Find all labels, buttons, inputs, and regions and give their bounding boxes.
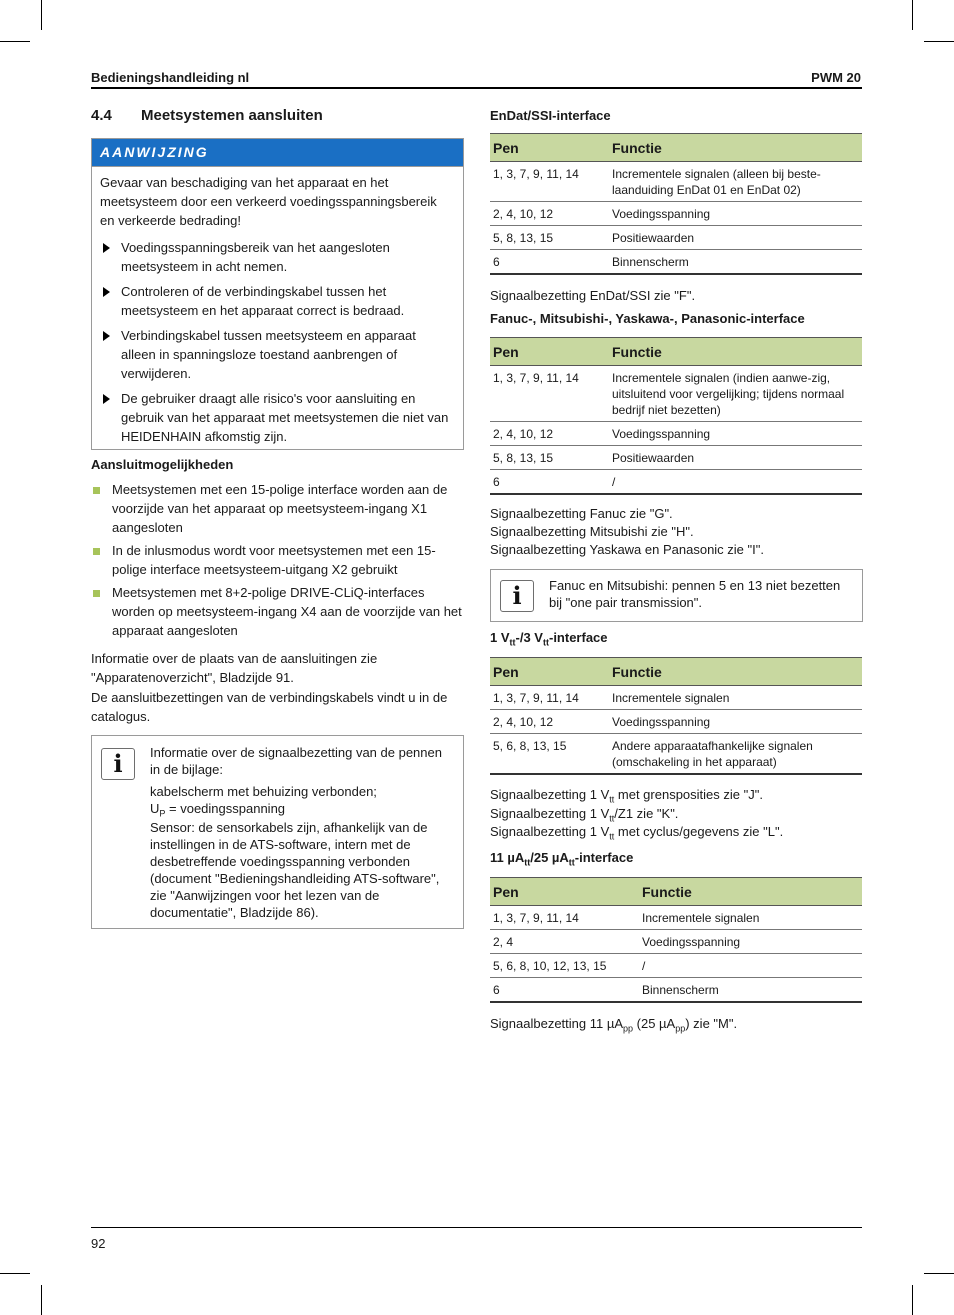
crop-mark [0, 1273, 30, 1274]
list-item: In de inlusmodus wordt voor meetsystemen met een 15-polige interface meetsysteem-uitgang X2 gebruikt [91, 541, 464, 579]
connection-options-heading: Aansluitmogelijkheden [91, 457, 234, 472]
running-header-product: PWM 20 [811, 70, 861, 85]
fanuc-note: Signaalbezetting Yaskawa en Panasonic zie "I". [490, 542, 764, 557]
crop-mark [41, 0, 42, 30]
notice-label: AANWIJZING [92, 139, 463, 167]
column-header: Functie [609, 658, 862, 686]
uatt-heading: 11 µA$_{tt}$/25 µA$_{tt}$-interface [490, 850, 634, 868]
table-row: 1, 3, 7, 9, 11, 14 Incrementele signalen (indien aanwe-zig, uitsluitend voor vergelijking; tijdens normaal bedrijf niet bezetten) [490, 366, 862, 422]
crop-mark [924, 41, 954, 42]
table-row: 2, 4 Voedingsspanning [490, 930, 862, 954]
page-number: 92 [91, 1236, 106, 1251]
list-item: Meetsystemen met een 15-polige interface worden aan de voorzijde van het apparaat op meetsysteem-ingang X1 aangesloten [91, 480, 464, 537]
table-row: 5, 8, 13, 15 Positiewaarden [490, 446, 862, 470]
info-icon: i [500, 580, 534, 612]
column-header: Functie [639, 878, 862, 906]
bullet-icon [93, 548, 100, 555]
header-rule [91, 87, 862, 89]
notice-box [91, 138, 464, 450]
crop-mark [912, 0, 913, 30]
table-row: 5, 8, 13, 15 Positiewaarden [490, 226, 862, 250]
table-row: 1, 3, 7, 9, 11, 14 Incrementele signalen [490, 906, 862, 930]
paragraph-location: Informatie over de plaats van de aansluitingen zie "Apparatenoverzicht", Bladzijde 91. [91, 651, 378, 685]
endat-table [490, 133, 862, 275]
info-text: Fanuc en Mitsubishi: pennen 5 en 13 niet bezetten bij "one pair transmission". [549, 578, 841, 610]
info-text: Sensor: de sensorkabels zijn, afhankelijk van de instellingen in de ATS-software, intern met de desbetreffende voedingsspanning verbonden (document "Bedieningshandleiding ATS-software", zie "Aanwijzingen voor het lezen van de documentatie", Bladzijde 86). [150, 820, 440, 920]
column-header: Functie [609, 134, 862, 162]
table-row: 1, 3, 7, 9, 11, 14 Incrementele signalen (alleen bij beste-laanduiding EnDat 01 en EnDat 02) [490, 162, 862, 202]
table-row: 6 Binnenscherm [490, 250, 862, 275]
arrow-icon [103, 331, 110, 341]
column-header: Pen [490, 338, 609, 366]
fanuc-note: Signaalbezetting Fanuc zie "G". [490, 506, 673, 521]
endat-heading: EnDat/SSI-interface [490, 108, 611, 123]
info-box-fanuc [490, 569, 863, 622]
table-row: 2, 4, 10, 12 Voedingsspanning [490, 202, 862, 226]
vtt-notes [490, 786, 783, 842]
table-row: 2, 4, 10, 12 Voedingsspanning [490, 710, 862, 734]
uatt-note: Signaalbezetting 11 µA$_{pp}$ (25 µA$_{pp}$) zie "M". [490, 1016, 738, 1034]
arrow-icon [103, 287, 110, 297]
vtt-note: Signaalbezetting 1 $V_{tt}$ met cyclus/gegevens zie "L". [490, 824, 784, 842]
footer-rule [91, 1227, 862, 1228]
vtt-heading: 1 $V_{tt}-/3$ $V_{tt}$-interface [490, 630, 608, 648]
table-row: 2, 4, 10, 12 Voedingsspanning [490, 422, 862, 446]
crop-mark [41, 1285, 42, 1315]
table-row: 1, 3, 7, 9, 11, 14 Incrementele signalen [490, 686, 862, 710]
list-item: Meetsystemen met 8+2-polige DRIVE-CLiQ-interfaces worden op meetsysteem-ingang X4 aan de voorzijde van het apparaat aangesloten [91, 583, 464, 640]
bullet-icon [93, 487, 100, 494]
section-heading [91, 106, 323, 125]
fanuc-notes [490, 505, 764, 559]
notice-item: Verbindingskabel tussen meetsysteem en apparaat alleen in spanningsloze toestand aanbrengen of verwijderen. [100, 326, 453, 383]
column-header: Pen [490, 134, 609, 162]
connection-options-list [91, 480, 464, 644]
crop-mark [912, 1285, 913, 1315]
running-header-title: Bedieningshandleiding nl [91, 70, 250, 85]
info-text: Informatie over de signaalbezetting van de pennen in de bijlage: [150, 745, 442, 777]
fanuc-table [490, 337, 862, 495]
notice-item: Voedingsspanningsbereik van het aangesloten meetsysteem in acht nemen. [100, 238, 453, 276]
table-row: 5, 6, 8, 13, 15 Andere apparaatafhankelijke signalen (omschakeling in het apparaat) [490, 734, 862, 775]
column-header: Pen [490, 658, 609, 686]
table-row: 6 Binnenscherm [490, 978, 862, 1003]
endat-note: Signaalbezetting EnDat/SSI zie "F". [490, 288, 696, 303]
column-header: Pen [490, 878, 639, 906]
notice-intro: Gevaar van beschadiging van het apparaat en het meetsysteem door een verkeerd voedingsspanningsbereik en verkeerde bedrading! [100, 175, 437, 228]
info-text: $U_P$ = voedingsspanning [150, 801, 286, 819]
vtt-table [490, 657, 862, 775]
vtt-note: Signaalbezetting 1 $V_{tt}$ met grensposities zie "J". [490, 787, 763, 805]
fanuc-heading: Fanuc-, Mitsubishi-, Yaskawa-, Panasonic-interface [490, 311, 805, 326]
section-title: Meetsystemen aansluiten [141, 107, 323, 124]
crop-mark [0, 41, 30, 42]
crop-mark [924, 1273, 954, 1274]
arrow-icon [103, 394, 110, 404]
uatt-table [490, 877, 862, 1003]
info-text: kabelscherm met behuizing verbonden; [150, 784, 377, 799]
table-row: 5, 6, 8, 10, 12, 13, 15 / [490, 954, 862, 978]
section-number: 4.4 [91, 107, 112, 124]
table-row: 6 / [490, 470, 862, 495]
paragraph-catalog: De aansluitbezettingen van de verbindingskabels vindt u in de catalogus. [91, 690, 448, 724]
arrow-icon [103, 243, 110, 253]
notice-item: Controleren of de verbindingskabel tussen het meetsysteem en het apparaat correct is bedraad. [100, 282, 453, 320]
vtt-note: Signaalbezetting 1 $V_{tt}/Z1$ zie "K". [490, 805, 679, 824]
column-header: Functie [609, 338, 862, 366]
bullet-icon [93, 590, 100, 597]
info-box-signal [91, 735, 464, 929]
info-icon: i [101, 748, 135, 780]
notice-item: De gebruiker draagt alle risico's voor aansluiting en gebruik van het apparaat met meetsystemen die niet van HEIDENHAIN afkomstig zijn. [100, 389, 453, 446]
fanuc-note: Signaalbezetting Mitsubishi zie "H". [490, 524, 694, 539]
